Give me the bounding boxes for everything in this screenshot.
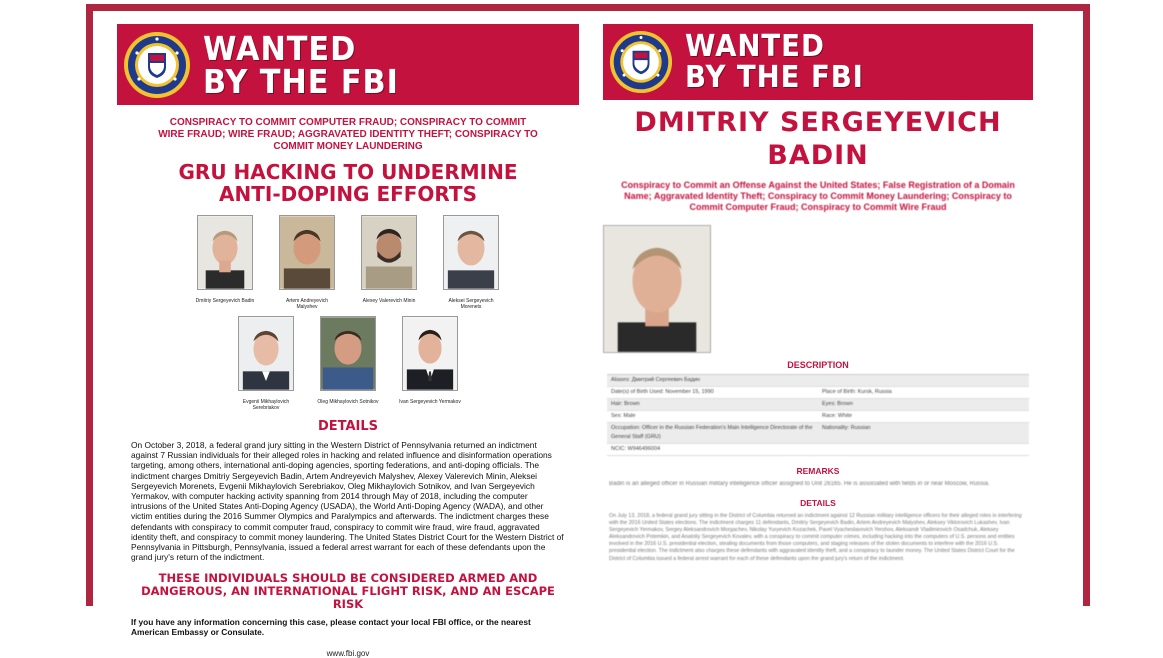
details-heading: DETAILS bbox=[317, 419, 379, 434]
subject-photo bbox=[603, 225, 711, 353]
charges-text: CONSPIRACY TO COMMIT COMPUTER FRAUD; CONSPIRACY TO COMMIT WIRE FRAUD; WIRE FRAUD; AGGRAVATED IDENTITY THEFT; CONSPIRACY TO COMMIT MONEY LAUNDERING bbox=[158, 117, 538, 152]
subject-name-line-2: BADIN bbox=[767, 140, 869, 171]
description-cell: Race: White bbox=[822, 413, 852, 419]
description-cell bbox=[818, 375, 1029, 386]
warning-text: THESE INDIVIDUALS SHOULD BE CONSIDERED ARMED AND DANGEROUS, AN INTERNATIONAL FLIGHT RISK, AND AN ESCAPE RISK bbox=[141, 571, 555, 612]
suspect-photo bbox=[443, 215, 499, 290]
suspect-name: Evgenii Mikhaylovich Serebriakov bbox=[242, 399, 290, 411]
suspect-card[interactable] bbox=[235, 316, 297, 411]
suspect-photo bbox=[361, 215, 417, 290]
wanted-poster-group bbox=[117, 24, 579, 658]
description-cell: Place of Birth: Kursk, Russia bbox=[822, 389, 892, 395]
details-heading: DETAILS bbox=[800, 498, 836, 508]
banner-line-2: BY THE FBI bbox=[685, 60, 864, 95]
suspect-name: Artem Andreyevich Malyshev bbox=[286, 298, 328, 310]
case-title-line-2: ANTI-DOPING EFFORTS bbox=[219, 182, 477, 206]
suspect-photo bbox=[320, 316, 376, 391]
wanted-banner bbox=[603, 24, 1033, 100]
fbi-seal-icon bbox=[123, 31, 191, 99]
description-cell: Eyes: Brown bbox=[822, 401, 853, 407]
suspect-photo bbox=[402, 316, 458, 391]
suspect-card[interactable] bbox=[317, 316, 379, 411]
wanted-banner-title bbox=[685, 31, 864, 93]
fbi-seal-icon bbox=[609, 30, 673, 94]
case-title bbox=[117, 161, 579, 205]
suspect-photo bbox=[279, 215, 335, 290]
suspect-name: Ivan Sergeyevich Yermakov bbox=[399, 399, 461, 405]
suspect-card[interactable] bbox=[358, 215, 420, 310]
suspect-card[interactable] bbox=[440, 215, 502, 310]
wanted-banner-title bbox=[203, 28, 399, 101]
suspect-name: Dmitriy Sergeyevich Badin bbox=[195, 298, 255, 304]
suspect-photo-row-2 bbox=[117, 316, 579, 411]
description-cell: Nationality: Russian bbox=[822, 425, 871, 431]
description-row bbox=[607, 375, 1029, 387]
description-cell: Sex: Male bbox=[611, 413, 636, 419]
description-row bbox=[607, 387, 1029, 399]
banner-line-1: WANTED bbox=[203, 28, 357, 68]
suspect-photo bbox=[197, 215, 253, 290]
suspect-photo bbox=[238, 316, 294, 391]
contact-text: If you have any information concerning this case, please contact your local FBI office, or the nearest American Embassy or Consulate. bbox=[131, 617, 531, 638]
banner-line-1: WANTED bbox=[685, 29, 825, 64]
description-row bbox=[607, 423, 1029, 444]
subject-name bbox=[603, 106, 1033, 172]
subject-name-line-1: DMITRIY SERGEYEVICH bbox=[634, 107, 1002, 138]
suspect-card[interactable] bbox=[194, 215, 256, 310]
description-cell bbox=[818, 444, 1029, 455]
remarks-text: Badin is an alleged officer in Russian military intelligence officer assigned to Unit 26165. He is associated with fields in or near Moscow, Russia. bbox=[609, 481, 990, 487]
suspect-name: Aleksei Sergeyevich Morenets bbox=[448, 298, 494, 310]
description-cell: Aliases: Дмитрий Сергеевич Бадин bbox=[611, 377, 701, 383]
fbi-url-link[interactable]: www.fbi.gov bbox=[326, 649, 370, 658]
description-cell: Date(s) of Birth Used: November 15, 1990 bbox=[611, 389, 714, 395]
details-text: On July 13, 2018, a federal grand jury sitting in the District of Columbia returned an indictment against 12 Russian military intelligence officers for their alleged roles in interfering with the 2016 United States elections. The indictment charges 11 defendants, Dmitriy Sergeyevich Badin, Artem Andreyevich Malyshev, Aleksey Viktorovich Lukashev, Ivan Sergeyevich Yermakov, Sergey Aleksandrovich Morgachev, Nikolay Yuryevich Kozachek, Pavel Vyacheslavovich Yershov, Aleksandr Vladimirovich Osadchuk, Aleksey Aleksandrovich Potemkin, and Anatoliy Sergeyevich Kovalev, with a conspiracy to commit computer crimes, including hacking into the computers of U.S. persons and entities involved in the 2016 U.S. presidential election, stealing documents from those computers, and staging releases of the stolen documents to interfere with the 2016 U.S. presidential election. The indictment also charges these defendants with aggravated identity theft, and a conspiracy to launder money. The United States District Court for the District of Columbia issued a federal arrest warrant for each of these defendants upon the grand jury's return of the indictment. bbox=[609, 513, 1022, 562]
wanted-poster-individual bbox=[603, 24, 1033, 584]
case-title-line-1: GRU HACKING TO UNDERMINE bbox=[178, 160, 518, 184]
suspect-card[interactable] bbox=[399, 316, 461, 411]
description-row bbox=[607, 411, 1029, 423]
description-cell: Occupation: Officer in the Russian Federation's Main Intelligence Directorate of the General Staff (GRU) bbox=[611, 425, 813, 440]
description-table bbox=[607, 374, 1029, 456]
banner-line-2: BY THE FBI bbox=[203, 61, 399, 101]
description-cell: Hair: Brown bbox=[611, 401, 640, 407]
suspect-photo-row-1 bbox=[117, 215, 579, 310]
suspect-name: Oleg Mikhaylovich Sotnikov bbox=[317, 399, 379, 405]
suspect-card[interactable] bbox=[276, 215, 338, 310]
frame-border bbox=[86, 4, 1090, 658]
description-heading: DESCRIPTION bbox=[787, 360, 849, 370]
suspect-name: Alexey Valerevich Minin bbox=[362, 298, 416, 304]
description-cell: NCIC: W946496004 bbox=[611, 446, 661, 452]
wanted-banner bbox=[117, 24, 579, 105]
description-row bbox=[607, 444, 1029, 456]
description-row bbox=[607, 399, 1029, 411]
remarks-heading: REMARKS bbox=[796, 466, 840, 476]
details-text: On October 3, 2018, a federal grand jury sitting in the Western District of Pennsylvania returned an indictment against 7 Russian individuals for their alleged roles in hacking and related influence and disinformation operations targeting, among others, international anti-doping agencies, sporting federations, and anti-doping officials. The indictment charges Dmitriy Sergeyevich Badin, Artem Andreyevich Malyshev, Alexey Valerevich Minin, Aleksei Sergeyevich Morenets, Evgenii Mikhaylovich Serebriakov, Oleg Mikhaylovich Sotnikov, and Ivan Sergeyevich Yermakov, with computer hacking activity spanning from 2014 through May of 2018, including the computer intrusions of the United States Anti-Doping Agency (USADA), the World Anti-Doping Agency (WADA), and other victim entities during the 2016 Summer Olympics and Paralympics and afterwards. The indictment charges these defendants with conspiracy to commit computer fraud, conspiracy to commit wire fraud, wire fraud, aggravated identity theft, and conspiracy to commit money laundering. The United States District Court for the Western District of Pennsylvania in Pittsburgh, Pennsylvania, issued a federal arrest warrant for each of these defendants upon the grand jury's return of the indictment. bbox=[131, 440, 564, 563]
charges-text: Conspiracy to Commit an Offense Against the United States; False Registration of a Domain Name; Aggravated Identity Theft; Conspiracy to Commit Money Laundering; Conspiracy to Commit Computer Fraud; Conspiracy to Commit Wire Fraud bbox=[621, 180, 1015, 212]
